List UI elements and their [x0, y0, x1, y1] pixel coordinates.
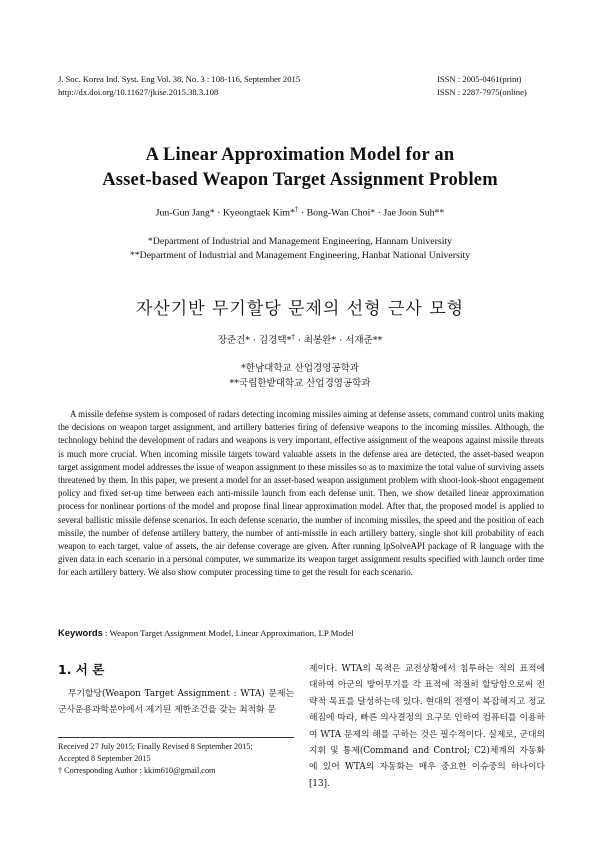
korean-corresponding-mark: †	[291, 332, 295, 341]
corresponding-author	[58, 765, 215, 777]
intro-paragraph-right: 제이다. WTA의 목적은 교전상황에서 침투하는 적의 표적에 대하여 아군의 방어무기를 각 표적에 적절히 할당함으로써 전략적 목표를 달성하는데 있다. 현대의 전쟁이 복잡해지고 정교해짐에 따라, 빠른 의사결정의 요구로 인하여 컴퓨터를 이용하여 WTA 문제의 해를 구하는 것은 필수적이다. 실제로, 군대의 지휘 및 통제(Command and Control; C2)체계의 자동화에 있어 WTA의 자동화는 매우 중요한 이슈중의 하나이다[13].	[309, 664, 545, 789]
paper-title-line2: Asset-based Weapon Target Assignment Problem	[102, 170, 498, 190]
korean-affiliation-2: **국립한밭대학교 산업경영공학과	[229, 378, 371, 389]
keywords	[58, 627, 354, 638]
korean-author-list	[0, 332, 600, 346]
korean-authors-part1: 장준건* · 김경택*	[217, 335, 292, 346]
authors-part2: · Bong-Wan Choi* · Jae Joon Suh**	[298, 207, 445, 219]
corresponding-email[interactable]: Corresponding Author : kkim610@gmail.com	[64, 766, 216, 775]
footnote-divider	[58, 737, 294, 738]
affiliation-2: **Department of Industrial and Management Engineering, Hanbat National University	[129, 250, 471, 261]
accepted-date: Accepted 8 September 2015	[58, 754, 151, 763]
section-heading: 1. 서 론	[58, 662, 105, 677]
keywords-label: Keywords	[58, 627, 103, 638]
korean-affiliation-1: *한남대학교 산업경영공학과	[241, 363, 359, 374]
received-date: Received 27 July 2015; Finally Revised 8 September 2015;	[58, 742, 253, 751]
korean-title: 자산기반 무기할당 문제의 선형 근사 모형	[135, 299, 465, 319]
intro-paragraph-left: 무기할당(Weapon Target Assignment : WTA) 문제는 군사운용과학분야에서 제기된 제한조건을 갖는 최적화 문	[58, 689, 294, 716]
authors-part1: Jun-Gun Jang* · Kyeongtaek Kim*	[155, 207, 295, 219]
keywords-text: : Weapon Target Assignment Model, Linear Approximation, LP Model	[102, 628, 354, 638]
doi-link[interactable]: http://dx.doi.org/10.11627/jkise.2015.38.3.108	[58, 86, 219, 97]
author-list	[0, 205, 600, 218]
issn-print: ISSN : 2005-0461(print)	[437, 74, 522, 84]
issn-online: ISSN : 2287-7975(online)	[437, 86, 527, 97]
korean-authors-part2: · 최봉완* · 서재준**	[294, 335, 383, 346]
journal-citation: J. Soc. Korea Ind. Syst. Eng Vol. 38, No. 3 : 108-116, September 2015	[58, 74, 301, 84]
affiliation-1: *Department of Industrial and Management Engineering, Hannam University	[147, 236, 453, 247]
paper-title-line1: A Linear Approximation Model for an	[145, 145, 455, 165]
dagger-mark: †	[58, 766, 63, 775]
corresponding-mark: †	[294, 205, 299, 213]
abstract: A missile defense system is composed of radars detecting incoming missiles aiming at defense assets, command control units making the decisions on weapon target assignment, and artillery batteries firing of defensive weapons to the incoming missiles. Although, the technology behind the development of radars and weapons is very important, effective assignment of the weapons against missile threats is much more crucial. When incoming missile targets toward valuable assets in the defense area are detected, the asset-based weapon target assignment model addresses the issue of weapon assignment to these missiles so as to maximize the total value of surviving assets threatened by them. In this paper, we present a model for an asset-based weapon assignment problem with shoot-look-shoot engagement policy and fixed set-up time between each anti-missile launch from each defense unit. Then, we show detailed linear approximation process for nonlinear portions of the model and propose final linear approximation model. After that, the proposed model is applied to several ballistic missile defense scenarios. In each defense scenario, the number of incoming missiles, the speed and the position of each missile, the number of defense artillery battery, the number of anti-missile in each artillery battery, single shot kill probability of each weapon to each target, value of assets, the air defense coverage are given. After running lpSolveAPI package of R language with the given data in each scenario in a personal computer, we summarize its weapon target assignment results specified with launch order time for each artillery battery. We also show computer processing time to get the result for each scenario.	[58, 409, 544, 578]
